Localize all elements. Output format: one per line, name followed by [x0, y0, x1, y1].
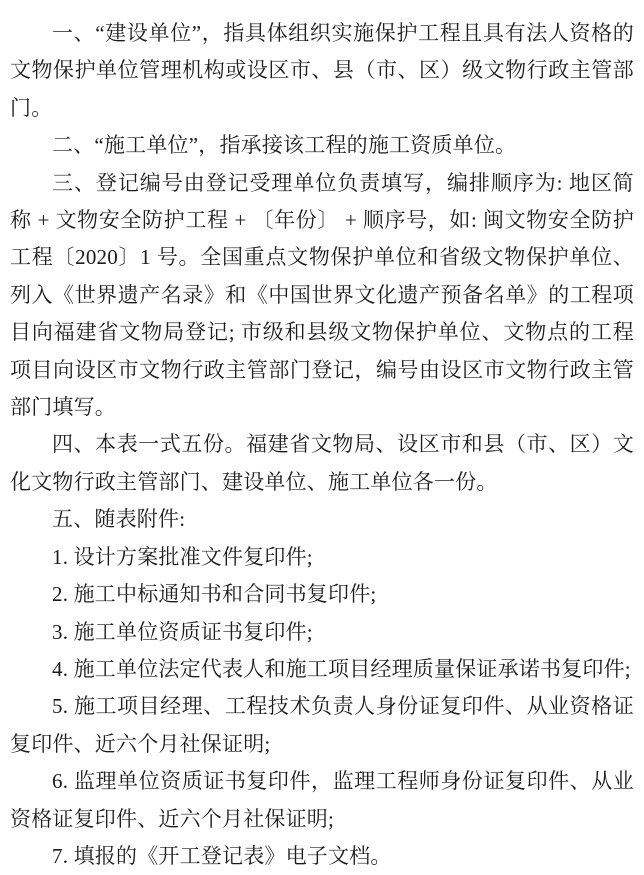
note-paragraph: 五、随表附件: [52, 507, 186, 532]
note-paragraph: 四、本表一式五份。福建省文物局、设区市和县（市、区）文化文物行政主管部门、建设单位、施工单位各一份。 [10, 432, 634, 494]
document-body [10, 15, 634, 875]
note-paragraph: 4. 施工单位法定代表人和施工项目经理质量保证承诺书复印件; [52, 656, 631, 681]
note-paragraph: 一、“建设单位”，指具体组织实施保护工程且具有法人资格的文物保护单位管理机构或设区市、县（市、区）级文物行政主管部门。 [10, 21, 634, 120]
note-paragraph: 三、登记编号由登记受理单位负责填写，编排顺序为: 地区简称 + 文物安全防护工程 + 〔年份〕 + 顺序号，如: 闽文物安全防护工程〔2020〕1 号。全国重点文物保护单位和省级文物保护单位、列入《世界遗产名录》和《中国世界文化遗产预备名单》的工程项目向福建省文物局登记; 市级和县级文物保护单位、文物点的工程项目向设区市文物行政主管部门登记，编号由设区市文物行政主管部门填写。 [10, 170, 634, 420]
note-paragraph: 2. 施工中标通知书和合同书复印件; [52, 582, 377, 607]
note-paragraph: 7. 填报的《开工登记表》电子文档。 [52, 843, 392, 868]
note-paragraph: 6. 监理单位资质证书复印件，监理工程师身份证复印件、从业资格证复印件、近六个月社保证明; [10, 769, 634, 831]
note-paragraph: 1. 设计方案批准文件复印件; [52, 544, 313, 569]
note-paragraph: 5. 施工项目经理、工程技术负责人身份证复印件、从业资格证复印件、近六个月社保证明; [10, 694, 634, 756]
note-paragraph: 3. 施工单位资质证书复印件; [52, 619, 313, 644]
note-paragraph: 二、“施工单位”，指承接该工程的施工资质单位。 [52, 133, 517, 158]
